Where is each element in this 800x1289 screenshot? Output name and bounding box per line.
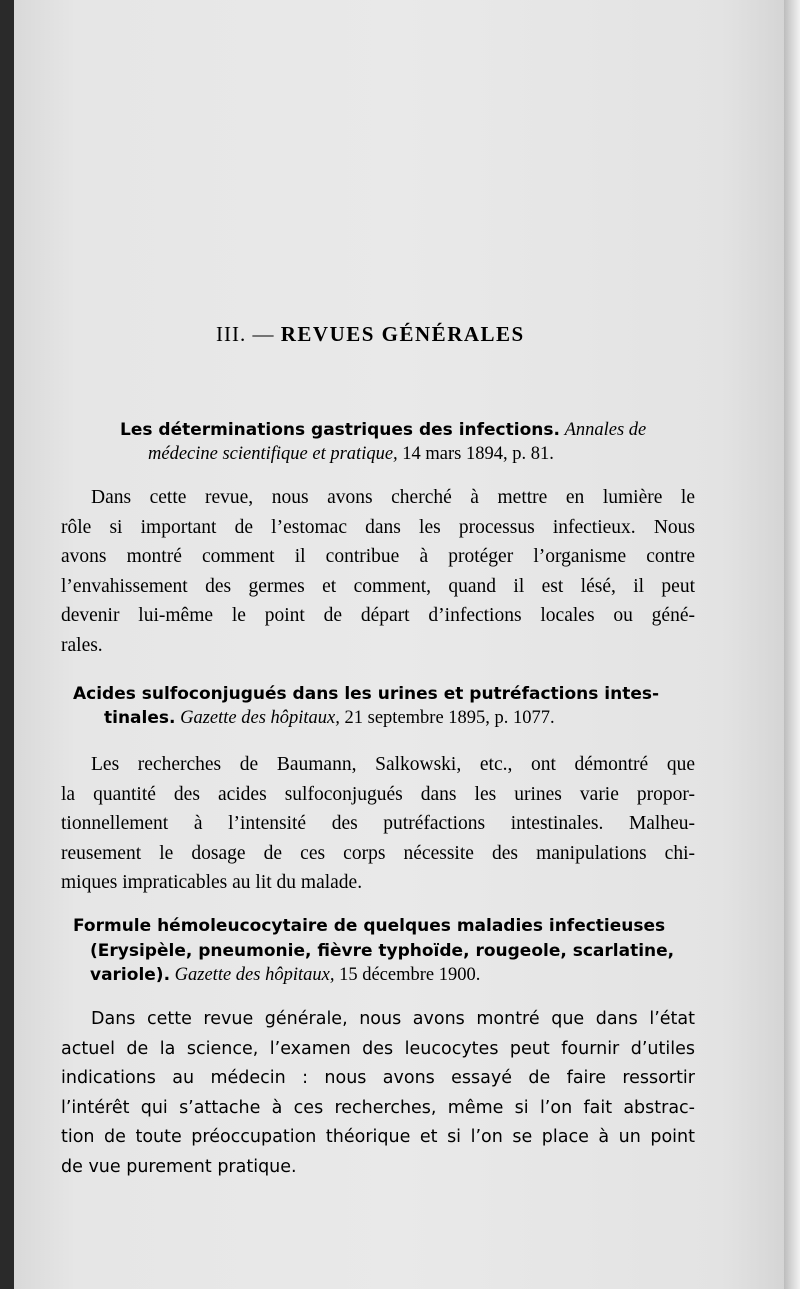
entry-1-line-1: Dans cette revue, nous avons cherché à mettre en lumière le xyxy=(91,487,695,508)
entry-3-journal: Gazette des hôpitaux, xyxy=(174,965,335,985)
entry-2-body xyxy=(61,750,695,898)
section-dash: — xyxy=(252,322,275,346)
entry-1-line-5: devenir lui-même le point de départ d’infections locales ou géné- xyxy=(61,605,695,626)
entry-1-line-4: l’envahissement des germes et comment, quand il est lésé, il peut xyxy=(61,575,695,597)
entry-1-source-line xyxy=(148,442,554,466)
entry-1-journal-part2: médecine scientifique et pratique, xyxy=(148,444,398,464)
entry-2-journal: Gazette des hôpitaux, xyxy=(180,708,340,728)
entry-2-line-2: la quantité des acides sulfoconjugués dans les urines varie propor- xyxy=(61,783,695,805)
entry-3-title-line-2 xyxy=(90,939,674,963)
entry-2-title-line-2 xyxy=(104,706,555,730)
entry-3-title-part2: (Erysipèle, pneumonie, fièvre typhoïde, rougeole, scarlatine, xyxy=(90,941,675,961)
entry-2-title-part1: Acides sulfoconjugués dans les urines et putréfactions intes- xyxy=(73,684,660,704)
section-title xyxy=(216,322,525,347)
entry-1-line-3: avons montré comment il contribue à protéger l’organisme contre xyxy=(61,546,695,567)
entry-2-title-part2: tinales. xyxy=(104,708,176,728)
entry-1-body xyxy=(61,483,695,660)
entry-2-line-4: reusement le dosage de ces corps nécessite des manipulations chi- xyxy=(61,842,695,864)
entry-1-line-2: rôle si important de l’estomac dans les processus infectieux. Nous xyxy=(61,516,695,538)
page-edge xyxy=(784,0,800,1289)
entry-2-title-line-1 xyxy=(73,682,659,706)
entry-3-body xyxy=(61,1005,695,1182)
entry-2-line-3: tionnellement à l’intensité des putréfactions intestinales. Malheu- xyxy=(61,813,695,834)
entry-1-journal-part1: Annales de xyxy=(564,420,647,440)
entry-2-date: 21 septembre 1895, p. 1077. xyxy=(344,708,555,728)
section-title-text: REVUES GÉNÉRALES xyxy=(280,322,525,346)
entry-3-title-part1: Formule hémoleucocytaire de quelques maladies infectieuses xyxy=(73,916,666,936)
entry-2-line-1: Les recherches de Baumann, Salkowski, etc., ont démontré que xyxy=(91,754,695,775)
entry-3-line-5: tion de toute préoccupation théorique et si l’on se place à un point xyxy=(61,1127,695,1147)
entry-3-title-part3: variole). xyxy=(90,965,171,985)
entry-3-line-1: Dans cette revue générale, nous avons montré que dans l’état xyxy=(91,1009,695,1029)
entry-3-date: 15 décembre 1900. xyxy=(339,965,481,985)
entry-1-title: Les déterminations gastriques des infections. xyxy=(120,420,560,440)
entry-3-line-3: indications au médecin : nous avons essayé de faire ressortir xyxy=(61,1068,695,1088)
entry-3-line-6: de vue purement pratique. xyxy=(61,1156,297,1177)
section-number: III. xyxy=(216,322,247,346)
entry-1-line-6: rales. xyxy=(61,634,103,656)
entry-3-line-2: actuel de la science, l’examen des leucocytes peut fournir d’utiles xyxy=(61,1038,695,1059)
entry-3-title-line-1 xyxy=(73,914,665,938)
entry-3-title-line-3 xyxy=(90,963,480,987)
entry-2-line-5: miques impraticables au lit du malade. xyxy=(61,872,363,893)
entry-1-title-line xyxy=(120,418,646,442)
entry-1-date: 14 mars 1894, p. 81. xyxy=(402,444,554,464)
entry-3-line-4: l’intérêt qui s’attache à ces recherches, même si l’on fait abstrac- xyxy=(61,1097,695,1118)
